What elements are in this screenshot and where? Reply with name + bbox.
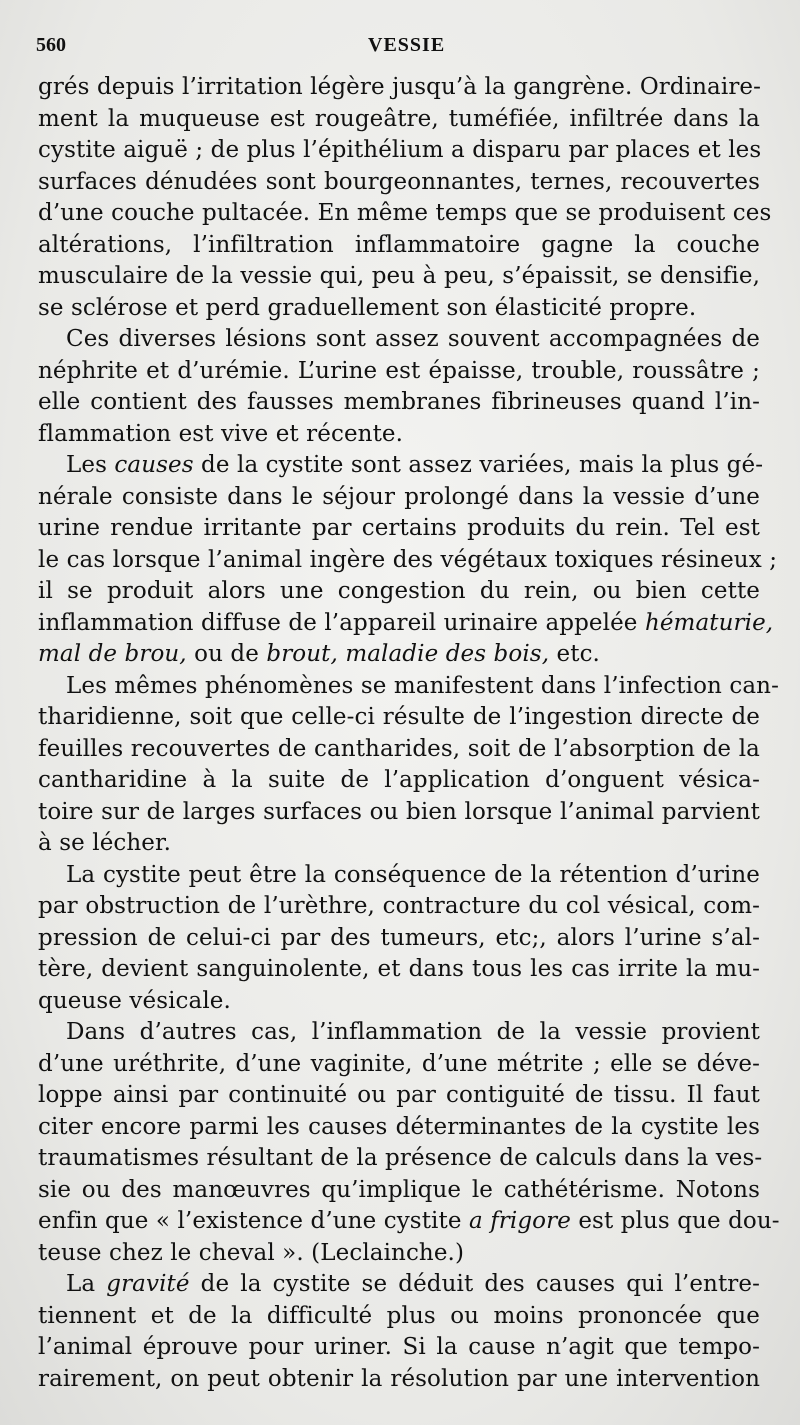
text-line bbox=[38, 608, 774, 640]
text-line bbox=[38, 734, 760, 766]
line-text: traumatismes résultant de la présence de calculs dans la ves- bbox=[38, 1145, 763, 1171]
line-text: cantharidine à la suite de l’application d’onguent vésica- bbox=[38, 767, 760, 793]
text-line bbox=[38, 1175, 760, 1207]
text-line bbox=[38, 954, 760, 986]
line-text: se sclérose et perd graduellement son élasticité propre. bbox=[38, 294, 697, 321]
text-line bbox=[38, 576, 760, 608]
text-line bbox=[38, 261, 760, 293]
line-text: toire sur de larges surfaces ou bien lorsque l’animal parvient bbox=[38, 798, 760, 825]
text-line bbox=[38, 230, 760, 262]
line-text: La cystite peut être la conséquence de la rétention d’urine bbox=[66, 861, 760, 888]
line-text: sie ou des manœuvres qu’implique le cathétérisme. Notons bbox=[38, 1176, 760, 1203]
line-text: ou de bbox=[186, 641, 267, 667]
page-number: 560 bbox=[36, 34, 66, 56]
line-text: l’animal éprouve pour uriner. Si la cause n’agit que tempo- bbox=[38, 1334, 760, 1360]
italic-term: gravité bbox=[106, 1271, 190, 1297]
text-line bbox=[38, 167, 760, 199]
italic-term: causes bbox=[114, 452, 194, 478]
text-line bbox=[38, 765, 760, 797]
text-line bbox=[38, 198, 772, 230]
line-text: nérale consiste dans le séjour prolongé dans la vessie d’une bbox=[38, 483, 760, 510]
text-line bbox=[38, 545, 778, 577]
line-text: Les bbox=[66, 452, 115, 478]
line-text: feuilles recouvertes de cantharides, soit de l’absorption de la bbox=[38, 735, 760, 762]
text-line bbox=[38, 1112, 760, 1144]
text-line bbox=[38, 135, 760, 167]
text-line bbox=[38, 1364, 760, 1396]
italic-term: hématurie, bbox=[644, 609, 774, 636]
line-text: d’une uréthrite, d’une vaginite, d’une métrite ; elle se déve- bbox=[38, 1050, 760, 1077]
line-text: etc. bbox=[549, 641, 600, 667]
text-line bbox=[38, 1049, 760, 1081]
line-text: loppe ainsi par continuité ou par contiguité de tissu. Il faut bbox=[38, 1082, 760, 1108]
text-line bbox=[38, 891, 760, 923]
line-text: tiennent et de la difficulté plus ou moins prononcée que bbox=[38, 1302, 760, 1329]
text-line bbox=[38, 356, 760, 388]
text-line bbox=[38, 639, 760, 671]
line-text: teuse chez le cheval ». (Leclainche.) bbox=[38, 1239, 465, 1266]
line-text: La bbox=[66, 1271, 107, 1297]
text-line bbox=[38, 293, 760, 325]
line-text: cystite aiguë ; de plus l’épithélium a disparu par places et les bbox=[38, 137, 762, 163]
line-text: flammation est vive et récente. bbox=[38, 420, 404, 447]
italic-term: mal de brou, bbox=[38, 641, 187, 667]
text-line bbox=[38, 1332, 760, 1364]
text-line bbox=[38, 1017, 760, 1049]
line-text: le cas lorsque l’animal ingère des végétaux toxiques résineux ; bbox=[38, 546, 778, 573]
line-text: inflammation diffuse de l’appareil urinaire appelée bbox=[38, 609, 645, 636]
line-text: citer encore parmi les causes déterminantes de la cystite les bbox=[38, 1113, 760, 1140]
text-line bbox=[38, 104, 760, 136]
italic-term: brout, maladie des bois, bbox=[266, 641, 550, 667]
line-text: Dans d’autres cas, l’inflammation de la vessie provient bbox=[66, 1019, 760, 1045]
line-text: il se produit alors une congestion du rein, ou bien cette bbox=[38, 578, 760, 604]
line-text: queuse vésicale. bbox=[38, 987, 231, 1014]
italic-term: a frigore bbox=[468, 1208, 571, 1234]
line-text: néphrite et d’urémie. L’urine est épaisse, trouble, roussâtre ; bbox=[38, 357, 760, 384]
text-line bbox=[38, 1269, 760, 1301]
text-line bbox=[38, 1238, 760, 1270]
text-line bbox=[38, 671, 779, 703]
chapter-title: VESSIE bbox=[368, 34, 446, 56]
body-text bbox=[38, 72, 780, 1395]
line-text: enfin que « l’existence d’une cystite bbox=[38, 1208, 469, 1234]
line-text: urine rendue irritante par certains produits du rein. Tel est bbox=[38, 515, 760, 541]
line-text: elle contient des fausses membranes fibrineuses quand l’in- bbox=[38, 389, 760, 415]
text-line bbox=[38, 828, 760, 860]
text-line bbox=[38, 797, 760, 829]
line-text: de la cystite sont assez variées, mais la plus gé- bbox=[193, 452, 764, 478]
text-line bbox=[38, 419, 760, 451]
line-text: Ces diverses lésions sont assez souvent accompagnées de bbox=[66, 326, 760, 352]
text-line bbox=[38, 1143, 763, 1175]
text-line bbox=[38, 1206, 780, 1238]
text-line bbox=[38, 702, 760, 734]
text-line bbox=[38, 986, 760, 1018]
text-line bbox=[38, 1080, 760, 1112]
line-text: Les mêmes phénomènes se manifestent dans l’infection can- bbox=[66, 672, 779, 699]
text-line bbox=[38, 387, 760, 419]
line-text: est plus que dou- bbox=[570, 1208, 780, 1234]
line-text: grés depuis l’irritation légère jusqu’à la gangrène. Ordinaire- bbox=[38, 74, 762, 100]
line-text: ment la muqueuse est rougeâtre, tuméfiée, infiltrée dans la bbox=[38, 105, 760, 132]
text-line bbox=[38, 482, 760, 514]
running-head bbox=[36, 30, 764, 60]
line-text: musculaire de la vessie qui, peu à peu, s’épaissit, se densifie, bbox=[38, 263, 760, 289]
line-text: rairement, on peut obtenir la résolution par une intervention bbox=[38, 1365, 760, 1392]
line-text: altérations, l’infiltration inflammatoire gagne la couche bbox=[38, 231, 760, 258]
line-text: tère, devient sanguinolente, et dans tous les cas irrite la mu- bbox=[38, 956, 760, 982]
line-text: pression de celui-ci par des tumeurs, etc;, alors l’urine s’al- bbox=[38, 924, 760, 951]
line-text: tharidienne, soit que celle-ci résulte de l’ingestion directe de bbox=[38, 704, 760, 730]
text-line bbox=[38, 923, 760, 955]
line-text: surfaces dénudées sont bourgeonnantes, ternes, recouvertes bbox=[38, 168, 760, 195]
text-line bbox=[38, 1301, 760, 1333]
line-text: à se lécher. bbox=[38, 830, 172, 856]
text-line bbox=[38, 513, 760, 545]
text-line bbox=[38, 72, 760, 104]
line-text: de la cystite se déduit des causes qui l’entre- bbox=[189, 1271, 760, 1297]
line-text: par obstruction de l’urèthre, contracture du col vésical, com- bbox=[38, 893, 760, 919]
line-text: d’une couche pultacée. En même temps que se produisent ces bbox=[38, 200, 772, 226]
text-line bbox=[38, 860, 760, 892]
text-line bbox=[38, 450, 764, 482]
text-line bbox=[38, 324, 760, 356]
